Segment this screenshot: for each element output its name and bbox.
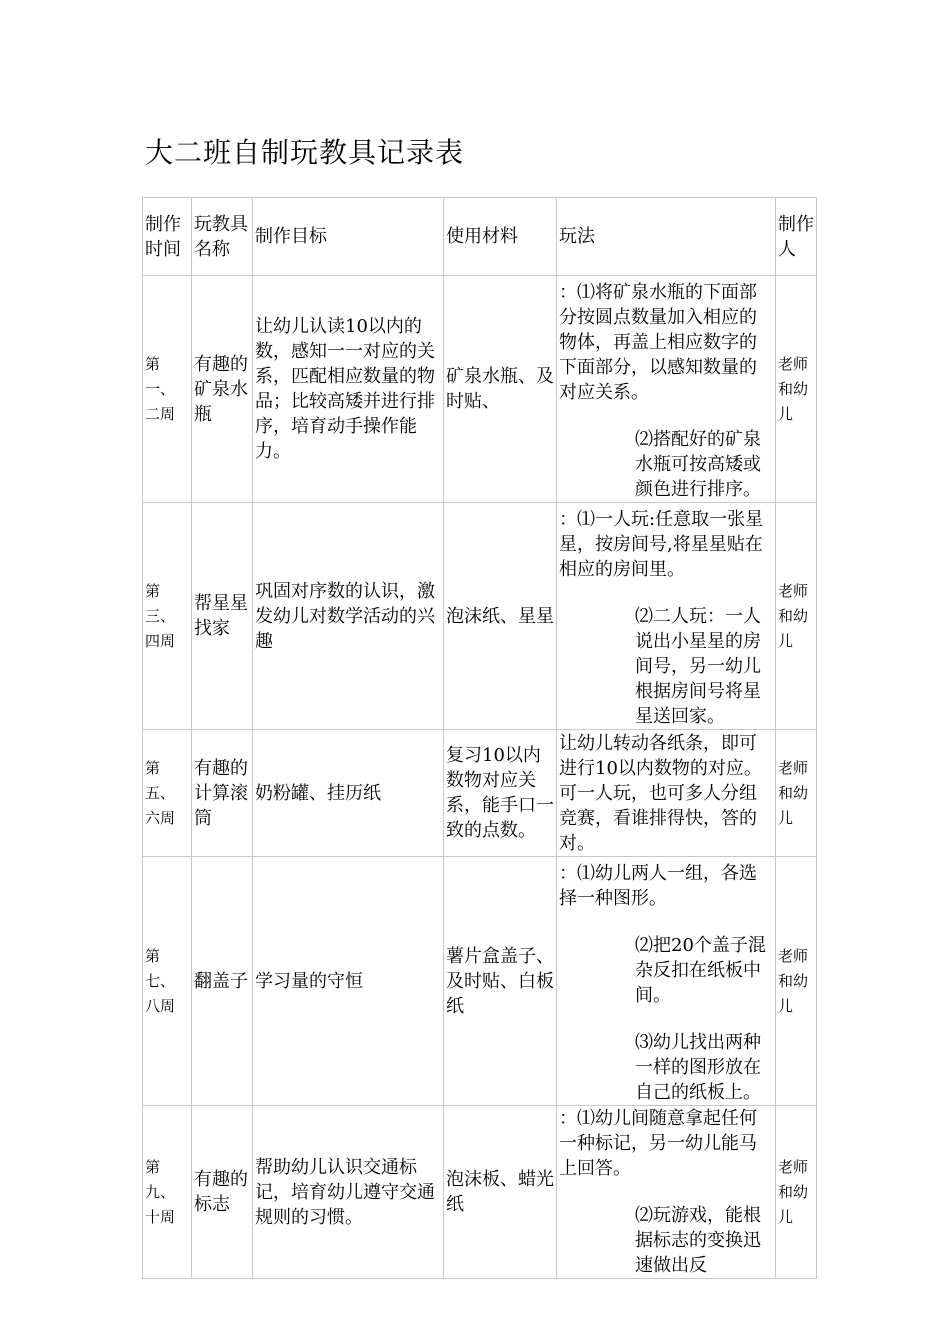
cell-goal: 巩固对序数的认识，激发幼儿对数学活动的兴趣 — [253, 503, 444, 730]
header-maker: 制作人 — [776, 198, 817, 276]
play-step: ：⑴幼儿两人一组，各选择一种图形。 — [559, 863, 757, 909]
header-material: 使用材料 — [444, 198, 557, 276]
cell-material: 泡沫纸、星星 — [444, 503, 557, 730]
cell-name: 帮星星找家 — [192, 503, 253, 730]
page-title: 大二班自制玩教具记录表 — [145, 136, 465, 169]
cell-play — [557, 730, 776, 857]
table-row — [143, 730, 817, 857]
play-step: ⑵二人玩：一人说出小星星的房间号，另一幼儿根据房间号将星星送回家。 — [635, 606, 761, 727]
cell-goal: 奶粉罐、挂历纸 — [253, 730, 444, 857]
play-step: ⑵把20个盖子混杂反扣在纸板中间。 — [635, 935, 766, 1006]
table-row — [143, 503, 817, 730]
cell-goal: 学习量的守恒 — [253, 857, 444, 1106]
play-step: ⑵搭配好的矿泉水瓶可按高矮或颜色进行排序。 — [635, 429, 761, 500]
cell-name: 有趣的标志 — [192, 1106, 253, 1279]
play-step: ⑵玩游戏，能根据标志的变换迅速做出反 — [635, 1205, 761, 1276]
cell-goal: 帮助幼儿认识交通标记，培育幼儿遵守交通规则的习惯。 — [253, 1106, 444, 1279]
cell-time: 第七、八周 — [143, 857, 192, 1106]
cell-maker: 老师和幼儿 — [776, 1106, 817, 1279]
cell-material: 薯片盒盖子、及时贴、白板纸 — [444, 857, 557, 1106]
cell-goal: 让幼儿认读10以内的数，感知一一对应的关系，匹配相应数量的物品；比较高矮并进行排序，培育动手操作能力。 — [253, 276, 444, 503]
cell-maker: 老师和幼儿 — [776, 857, 817, 1106]
cell-play — [557, 503, 776, 730]
cell-maker: 老师和幼儿 — [776, 730, 817, 857]
table-row — [143, 276, 817, 503]
table-header-row — [143, 198, 817, 276]
play-step: 让幼儿转动各纸条，即可进行10以内数物的对应。可一人玩，也可多人分组竞赛，看谁排得快，答的对。 — [559, 732, 762, 854]
cell-name: 翻盖子 — [192, 857, 253, 1106]
play-step: ：⑴一人玩:任意取一张星星，按房间号,将星星贴在相应的房间里。 — [559, 509, 764, 580]
cell-maker: 老师和幼儿 — [776, 503, 817, 730]
cell-maker: 老师和幼儿 — [776, 276, 817, 503]
cell-name: 有趣的计算滚筒 — [192, 730, 253, 857]
cell-material: 矿泉水瓶、及时贴、 — [444, 276, 557, 503]
header-name: 玩教具名称 — [192, 198, 253, 276]
play-step: ：⑴将矿泉水瓶的下面部分按圆点数量加入相应的物体，再盖上相应数字的下面部分，以感知数量的对应关系。 — [559, 282, 757, 403]
cell-time: 第三、四周 — [143, 503, 192, 730]
cell-time: 第九、十周 — [143, 1106, 192, 1279]
header-goal: 制作目标 — [253, 198, 444, 276]
cell-play — [557, 857, 776, 1106]
cell-play — [557, 1106, 776, 1279]
cell-time: 第一、二周 — [143, 276, 192, 503]
play-step: ⑶幼儿找出两种一样的图形放在自己的纸板上。 — [635, 1032, 761, 1103]
cell-play — [557, 276, 776, 503]
cell-material: 复习10以内数物对应关系，能手口一致的点数。 — [444, 730, 557, 857]
cell-material: 泡沫板、蜡光纸 — [444, 1106, 557, 1279]
table-row — [143, 857, 817, 1106]
header-play: 玩法 — [557, 198, 776, 276]
cell-name: 有趣的矿泉水瓶 — [192, 276, 253, 503]
cell-time: 第五、六周 — [143, 730, 192, 857]
header-time: 制作时间 — [143, 198, 192, 276]
table-row — [143, 1106, 817, 1279]
play-step: ：⑴幼儿间随意拿起任何一种标记，另一幼儿能马上回答。 — [559, 1108, 757, 1179]
record-table — [142, 197, 817, 1279]
